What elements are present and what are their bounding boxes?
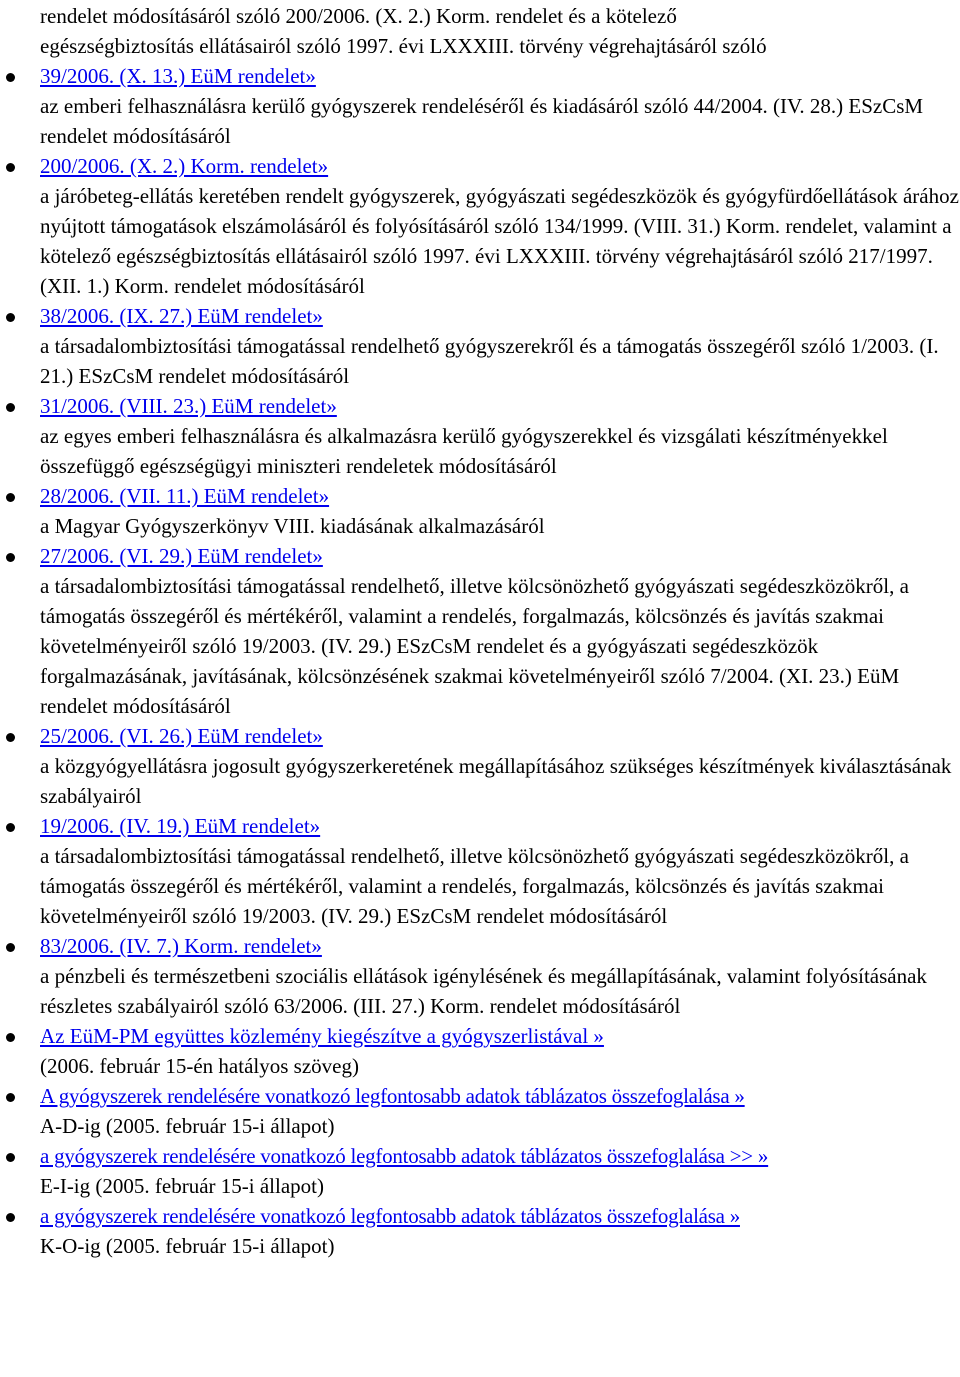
announcement-description: (2006. február 15-én hatályos szöveg) — [40, 1054, 359, 1078]
regulation-description: a társadalombiztosítási támogatással rendelhető, illetve kölcsönözhető gyógyászati segédeszközökről, a támogatás összegéről és mértékéről, valamint a rendelés, forgalmazás, kölcsönzés és javítás szakmai követelményeiről szóló 19/2003. (IV. 29.) ESzCsM rendelet és a gyógyászati segédeszközök forgalmazásának, javításának, kölcsönzésének szakmai követelményeiről szóló 7/2004. (XI. 23.) EüM rendelet módosításáról — [40, 574, 909, 718]
regulation-link[interactable]: 25/2006. (VI. 26.) EüM rendelet» — [40, 724, 323, 748]
regulation-link[interactable]: 28/2006. (VII. 11.) EüM rendelet» — [40, 484, 330, 508]
list-item — [0, 1021, 960, 1081]
summary-table-link[interactable]: a gyógyszerek rendelésére vonatkozó legfontosabb adatok táblázatos összefoglalása >> » — [40, 1144, 769, 1168]
list-item — [0, 811, 960, 931]
regulation-description: az egyes emberi felhasználásra és alkalmazásra kerülő gyógyszerekkel és vizsgálati készítményekkel összefüggő egészségügyi miniszteri rendeletek módosításáról — [40, 424, 888, 478]
regulation-link[interactable]: 27/2006. (VI. 29.) EüM rendelet» — [40, 544, 323, 568]
regulation-link[interactable]: 39/2006. (X. 13.) EüM rendelet» — [40, 64, 316, 88]
regulation-link[interactable]: 31/2006. (VIII. 23.) EüM rendelet» — [40, 394, 337, 418]
list-item — [0, 151, 960, 301]
regulation-description: a társadalombiztosítási támogatással rendelhető gyógyszerekről és a támogatás összegéről szóló 1/2003. (I. 21.) ESzCsM rendelet módosításáról — [40, 334, 939, 388]
summary-table-range: E-I-ig (2005. február 15-i állapot) — [40, 1174, 324, 1198]
bullet-icon — [6, 1153, 15, 1162]
list-item — [0, 541, 960, 721]
bullet-icon — [6, 313, 15, 322]
list-item — [0, 1141, 960, 1201]
list-item — [0, 1081, 960, 1141]
summary-table-range: K-O-ig (2005. február 15-i állapot) — [40, 1234, 335, 1258]
announcement-link[interactable]: Az EüM-PM együttes közlemény kiegészítve a gyógyszerlistával » — [40, 1024, 604, 1048]
regulation-description: a társadalombiztosítási támogatással rendelhető, illetve kölcsönözhető gyógyászati segédeszközökről, a támogatás összegéről és mértékéről, valamint a rendelés, forgalmazás, kölcsönzés és javítás szakmai követelményeiről szóló 19/2003. (IV. 29.) ESzCsM rendelet módosításáról — [40, 844, 909, 928]
regulation-list — [0, 61, 960, 1261]
regulation-description: a közgyógyellátásra jogosult gyógyszerkeretének megállapításához szükséges készítmények kiválasztásának szabályairól — [40, 754, 952, 808]
regulation-link[interactable]: 200/2006. (X. 2.) Korm. rendelet» — [40, 154, 329, 178]
summary-table-link[interactable]: a gyógyszerek rendelésére vonatkozó legfontosabb adatok táblázatos összefoglalása » — [40, 1204, 740, 1228]
bullet-icon — [6, 493, 15, 502]
summary-table-range: A-D-ig (2005. február 15-i állapot) — [40, 1114, 335, 1138]
bullet-icon — [6, 1093, 15, 1102]
bullet-icon — [6, 823, 15, 832]
regulation-link[interactable]: 19/2006. (IV. 19.) EüM rendelet» — [40, 814, 321, 838]
regulation-description: a járóbeteg-ellátás keretében rendelt gyógyszerek, gyógyászati segédeszközök és gyógyfürdőellátások árához nyújtott támogatások elszámolásáról és folyósításáról szóló 134/1999. (VIII. 31.) Korm. rendelet, valamint a kötelező egészségbiztosítás ellátásairól szóló 1997. évi LXXXIII. törvény végrehajtásáról szóló 217/1997. (XII. 1.) Korm. rendelet módosításáról — [40, 184, 959, 298]
list-item — [0, 61, 960, 151]
intro-line-1: rendelet módosításáról szóló 200/2006. (X. 2.) Korm. rendelet és a kötelező — [40, 4, 677, 28]
regulation-link[interactable]: 38/2006. (IX. 27.) EüM rendelet» — [40, 304, 323, 328]
list-item — [0, 481, 960, 541]
regulation-description: a Magyar Gyógyszerkönyv VIII. kiadásának alkalmazásáról — [40, 514, 545, 538]
intro-line-2: egészségbiztosítás ellátásairól szóló 1997. évi LXXXIII. törvény végrehajtásáról szóló — [40, 34, 767, 58]
bullet-icon — [6, 943, 15, 952]
document-page — [0, 1, 960, 1261]
regulation-link[interactable]: 83/2006. (IV. 7.) Korm. rendelet» — [40, 934, 322, 958]
regulation-description: a pénzbeli és természetbeni szociális ellátások igénylésének és megállapításának, valamint folyósításának részletes szabályairól szóló 63/2006. (III. 27.) Korm. rendelet módosításáról — [40, 964, 927, 1018]
summary-table-link[interactable]: A gyógyszerek rendelésére vonatkozó legfontosabb adatok táblázatos összefoglalása » — [40, 1084, 745, 1108]
bullet-icon — [6, 73, 15, 82]
bullet-icon — [6, 1033, 15, 1042]
list-item — [0, 721, 960, 811]
bullet-icon — [6, 403, 15, 412]
regulation-description: az emberi felhasználásra kerülő gyógyszerek rendeléséről és kiadásáról szóló 44/2004. (IV. 28.) ESzCsM rendelet módosításáról — [40, 94, 924, 148]
bullet-icon — [6, 1213, 15, 1222]
bullet-icon — [6, 733, 15, 742]
bullet-icon — [6, 163, 15, 172]
intro-text — [0, 1, 960, 61]
list-item — [0, 1201, 960, 1261]
list-item — [0, 931, 960, 1021]
list-item — [0, 301, 960, 391]
list-item — [0, 391, 960, 481]
bullet-icon — [6, 553, 15, 562]
